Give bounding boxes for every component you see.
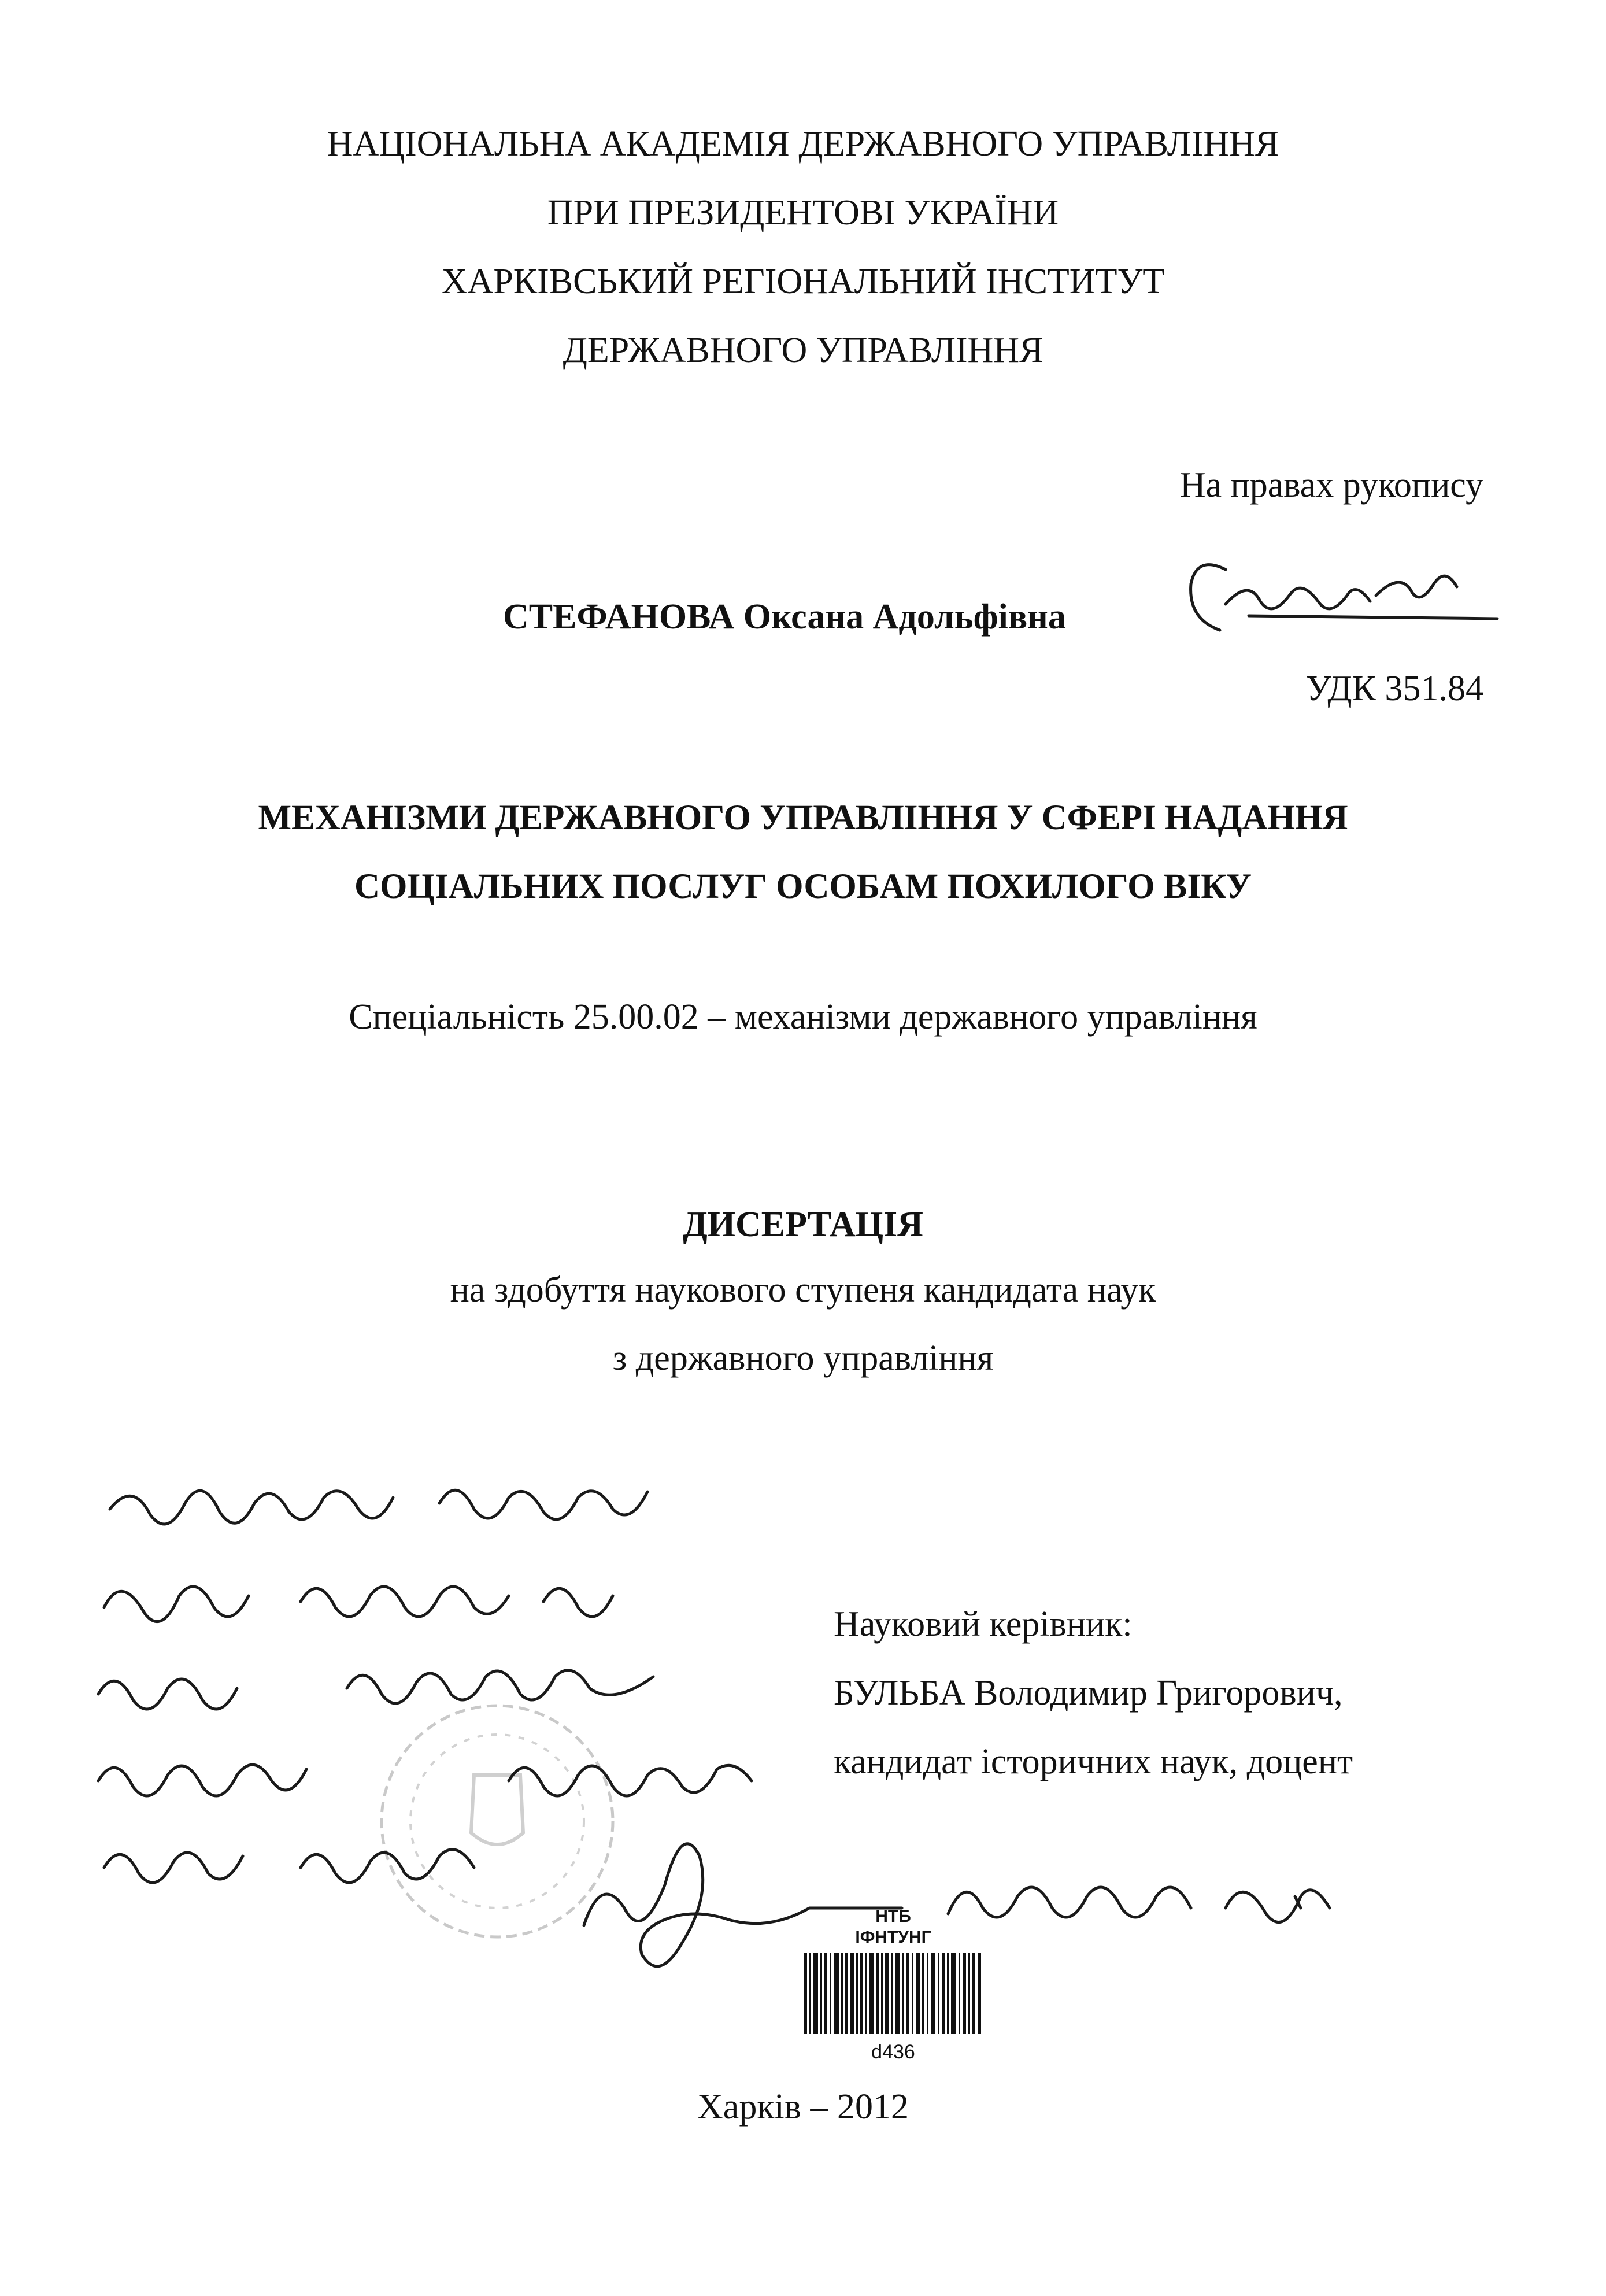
degree-line-1: на здобуття наукового ступеня кандидата наук	[450, 1270, 1156, 1310]
library-label-ifntung: ІФНТУНГ	[855, 1928, 931, 1947]
manuscript-note: На правах рукопису	[1179, 465, 1483, 505]
supervisor-title: кандидат історичних наук, доцент	[834, 1742, 1353, 1781]
dissertation-title-line-1: МЕХАНІЗМИ ДЕРЖАВНОГО УПРАВЛІННЯ У СФЕРІ НАДАННЯ	[258, 798, 1348, 837]
document-type: ДИСЕРТАЦІЯ	[683, 1205, 923, 1244]
institution-line-4: ДЕРЖАВНОГО УПРАВЛІННЯ	[563, 331, 1043, 370]
degree-line-2: з державного управління	[612, 1339, 994, 1378]
supervisor-name: БУЛЬБА Володимир Григорович,	[834, 1673, 1343, 1713]
supervisor-label: Науковий керівник:	[834, 1604, 1133, 1644]
mazan-signature-mark	[948, 1887, 1330, 1922]
specialty: Спеціальність 25.00.02 – механізми державного управління	[349, 997, 1257, 1037]
secretary-signature-mark	[584, 1844, 902, 1966]
round-seal-stamp	[370, 1688, 624, 1954]
institution-line-1: НАЦІОНАЛЬНА АКАДЕМІЯ ДЕРЖАВНОГО УПРАВЛІННЯ	[327, 124, 1279, 164]
author-signature-mark	[1191, 565, 1497, 630]
institution-line-2: ПРИ ПРЕЗИДЕНТОВІ УКРАЇНИ	[547, 193, 1059, 232]
library-label-ntb: НТБ	[875, 1907, 911, 1926]
udk-code: УДК 351.84	[1305, 669, 1483, 708]
barcode	[804, 1953, 983, 2034]
note-scribble-1	[110, 1490, 647, 1524]
note-scribble-2	[104, 1587, 613, 1622]
author-name: СТЕФАНОВА Оксана Адольфівна	[503, 597, 1066, 637]
dissertation-title-line-2: СОЦІАЛЬНИХ ПОСЛУГ ОСОБАМ ПОХИЛОГО ВІКУ	[354, 867, 1252, 906]
city-year: Харків – 2012	[697, 2087, 909, 2127]
institution-line-3: ХАРКІВСЬКИЙ РЕГІОНАЛЬНИЙ ІНСТИТУТ	[441, 262, 1165, 301]
barcode-number: d436	[871, 2041, 915, 2063]
